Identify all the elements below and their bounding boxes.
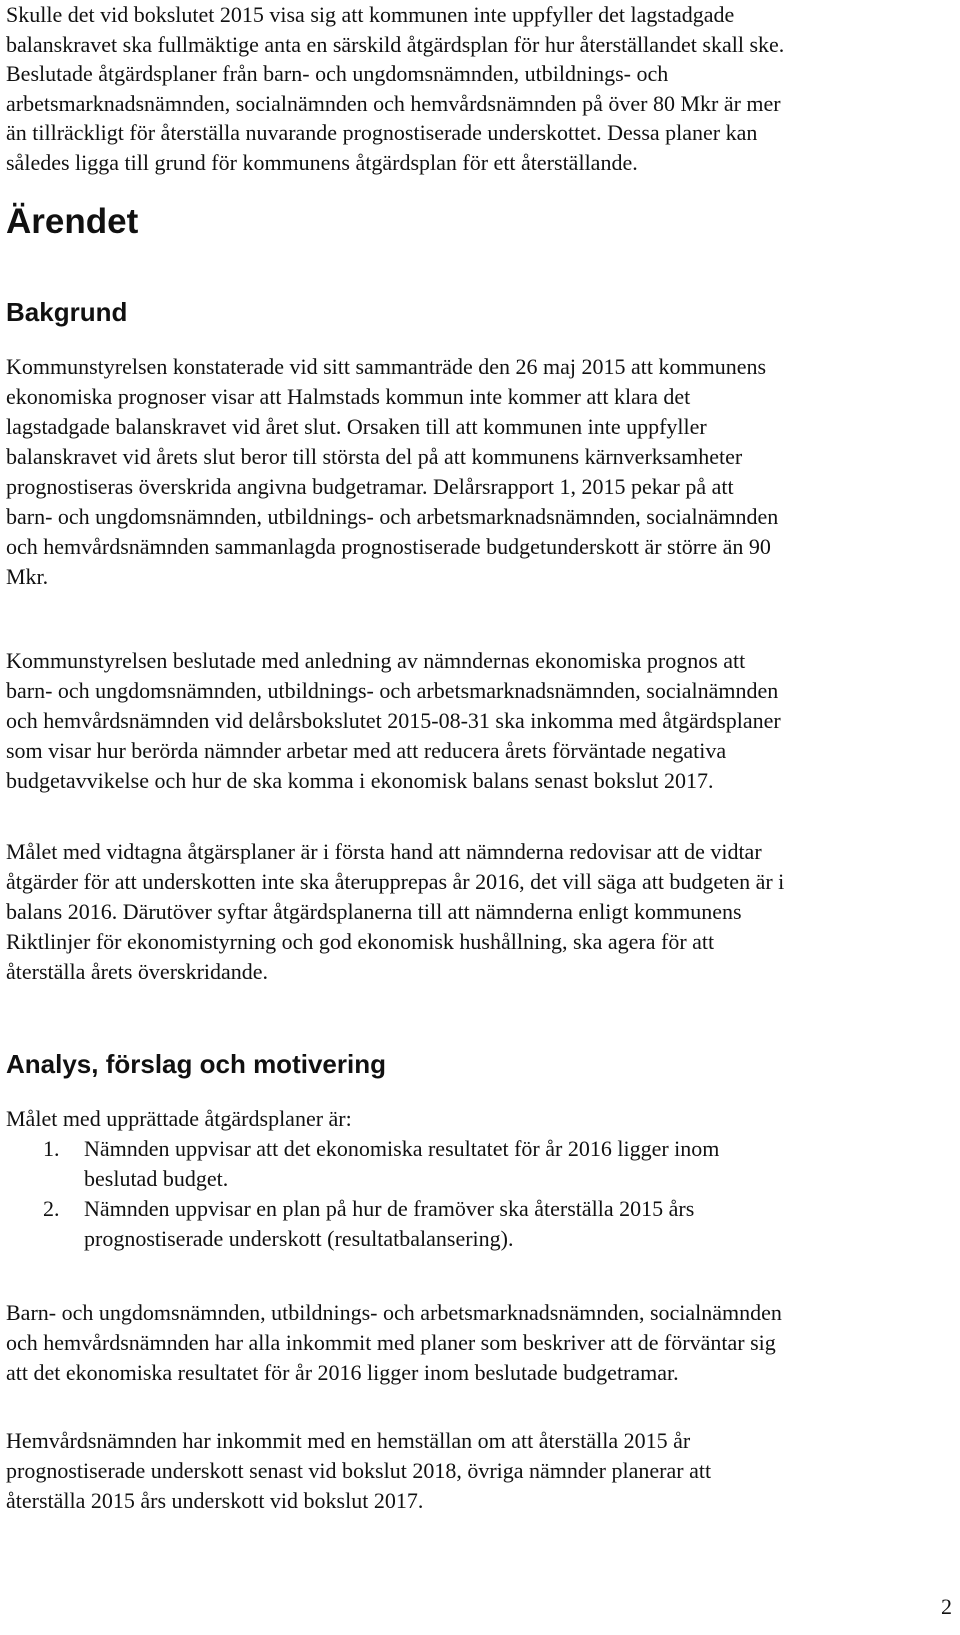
page-number: 2 (941, 1594, 952, 1619)
list-item (6, 1134, 956, 1194)
intro-line: således ligga till grund för kommunens åtgärdsplan för ett återställande. (6, 149, 638, 175)
text-line: prognostiserade underskott senast vid bokslut 2018, övriga nämnder planerar att (6, 1458, 712, 1483)
text-line: återställa 2015 års underskott vid bokslut 2017. (6, 1488, 424, 1513)
intro-line: Beslutade åtgärdsplaner från barn- och ungdomsnämnden, utbildnings- och (6, 61, 669, 87)
list-intro: Målet med upprättade åtgärdsplaner är: (6, 1106, 352, 1131)
text-line: lagstadgade balanskravet vid året slut. Orsaken till att kommunen inte uppfyller (6, 414, 707, 439)
analys-paragraph-1 (6, 1298, 956, 1388)
text-line: barn- och ungdomsnämnden, utbildnings- och arbetsmarknadsnämnden, socialnämnden (6, 678, 779, 703)
intro-paragraph (6, 0, 956, 178)
text-line: Barn- och ungdomsnämnden, utbildnings- och arbetsmarknadsnämnden, socialnämnden (6, 1300, 782, 1325)
intro-line: Skulle det vid bokslutet 2015 visa sig att kommunen inte uppfyller det lagstadgade (6, 2, 735, 27)
bakgrund-paragraph-1 (6, 352, 956, 592)
analys-paragraph-2 (6, 1426, 956, 1516)
text-line: Riktlinjer för ekonomistyrning och god ekonomisk hushållning, ska agera för att (6, 929, 715, 954)
section-title: Ärendet (6, 202, 139, 241)
text-line: och hemvårdsnämnden har alla inkommit med planer som beskriver att de förväntar sig (6, 1330, 776, 1355)
list-item-number: 1. (43, 1136, 60, 1161)
text-line: Nämnden uppvisar att det ekonomiska resultatet för år 2016 ligger inom (84, 1136, 720, 1161)
text-line: balanskravet vid årets slut beror till största del på att kommunens kärnverksamheter (6, 444, 743, 469)
text-line: Hemvårdsnämnden har inkommit med en hemställan om att återställa 2015 år (6, 1428, 691, 1453)
goals-list (6, 1134, 956, 1254)
text-line: Kommunstyrelsen konstaterade vid sitt sammanträde den 26 maj 2015 att kommunens (6, 354, 767, 379)
text-line: barn- och ungdomsnämnden, utbildnings- och arbetsmarknadsnämnden, socialnämnden (6, 504, 779, 529)
text-line: Målet med vidtagna åtgärsplaner är i första hand att nämnderna redovisar att de vidtar (6, 839, 762, 864)
bakgrund-paragraph-2 (6, 646, 956, 796)
text-line: ekonomiska prognoser visar att Halmstads kommun inte kommer att klara det (6, 384, 691, 409)
text-line: Kommunstyrelsen beslutade med anledning av nämndernas ekonomiska prognos att (6, 648, 746, 673)
text-line: åtgärder för att underskotten inte ska återupprepas år 2016, det vill säga att budgeten är i (6, 869, 785, 894)
text-line: budgetavvikelse och hur de ska komma i ekonomisk balans senast bokslut 2017. (6, 768, 714, 793)
text-line: balans 2016. Därutöver syftar åtgärdsplanerna till att nämnderna enligt kommunens (6, 899, 742, 924)
list-item-number: 2. (43, 1196, 60, 1221)
text-line: och hemvårdsnämnden vid delårsbokslutet 2015-08-31 ska inkomma med åtgärdsplaner (6, 708, 781, 733)
text-line: som visar hur berörda nämnder arbetar med att reducera årets förväntade negativa (6, 738, 727, 763)
bakgrund-paragraph-3 (6, 837, 956, 987)
intro-line: arbetsmarknadsnämnden, socialnämnden och hemvårdsnämnden på över 80 Mkr är mer (6, 90, 781, 116)
text-line: Nämnden uppvisar en plan på hur de framöver ska återställa 2015 års (84, 1196, 695, 1221)
bakgrund-heading: Bakgrund (6, 297, 128, 327)
text-line: Mkr. (6, 564, 49, 589)
text-line: prognostiseras överskrida angivna budgetramar. Delårsrapport 1, 2015 pekar på att (6, 474, 734, 499)
intro-line: än tillräckligt för återställa nuvarande prognostiserade underskottet. Dessa planer kan (6, 120, 758, 146)
intro-line: balanskravet ska fullmäktige anta en särskild åtgärdsplan för hur återställandet skall ske. (6, 31, 785, 57)
text-line: återställa årets överskridande. (6, 959, 269, 984)
text-line: beslutad budget. (84, 1166, 229, 1191)
text-line: och hemvårdsnämnden sammanlagda prognostiserade budgetunderskott är större än 90 (6, 534, 771, 559)
analys-heading: Analys, förslag och motivering (6, 1049, 386, 1079)
text-line: att det ekonomiska resultatet för år 2016 ligger inom beslutade budgetramar. (6, 1360, 679, 1385)
list-item (6, 1194, 956, 1254)
text-line: prognostiserade underskott (resultatbalansering). (84, 1226, 514, 1251)
